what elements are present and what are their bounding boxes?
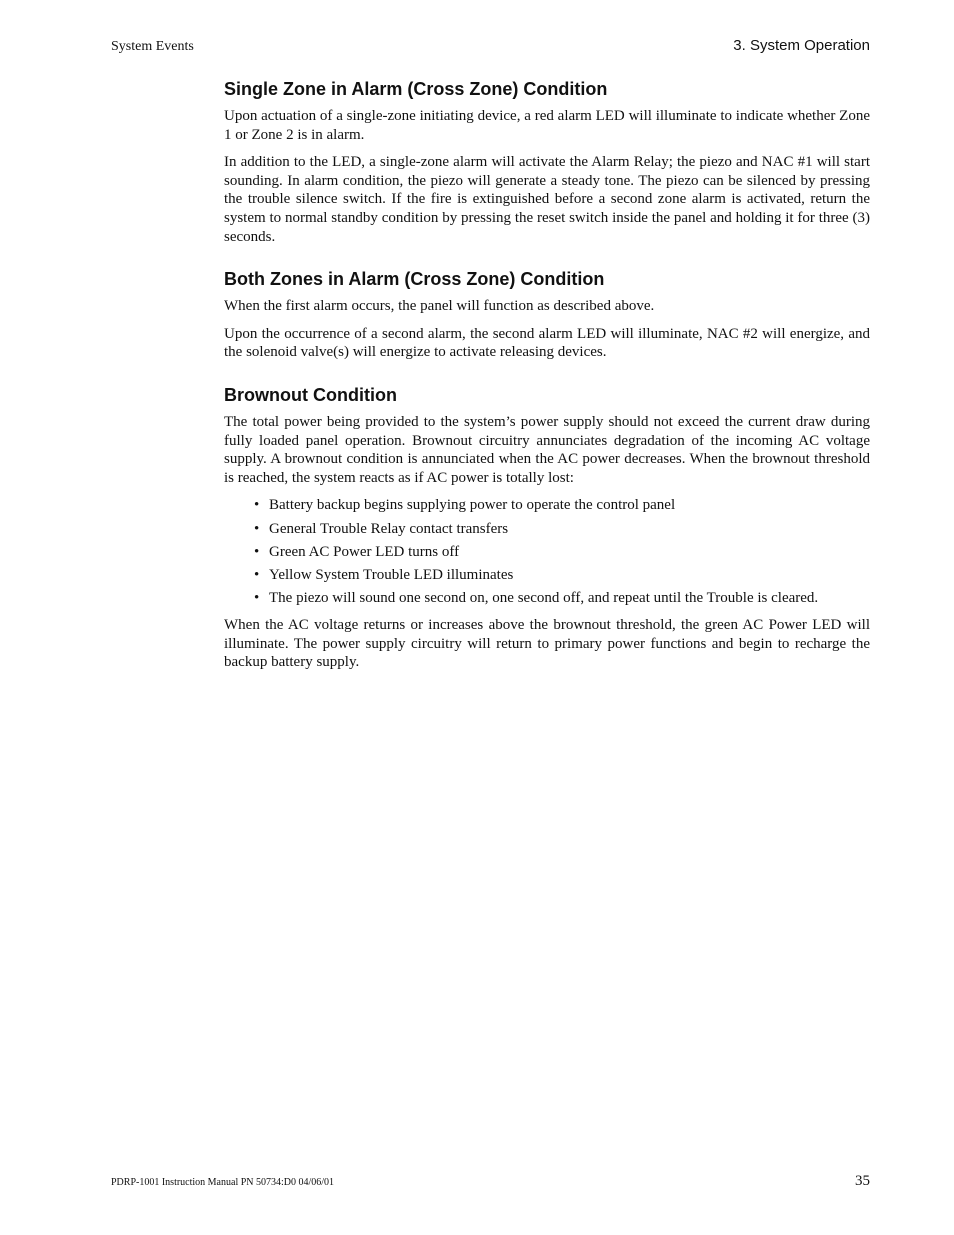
bullet-list — [224, 496, 870, 608]
list-item — [254, 589, 870, 608]
list-item-text: General Trouble Relay contact transfers — [269, 520, 509, 537]
running-header-right: 3. System Operation — [733, 37, 870, 54]
list-item-text: Yellow System Trouble LED illuminates — [269, 567, 514, 584]
paragraph: The total power being provided to the system’s power supply should not exceed the current draw during fully loaded panel operation. Brownout circuitry annunciates degradation of the incoming AC voltage supply. A brownout condition is annunciated when the AC power decreases. When the brownout threshold is reached, the system reacts as if AC power is totally lost: — [224, 413, 870, 486]
page-number: 35 — [855, 1173, 870, 1189]
bullet-icon: • — [254, 497, 260, 514]
bullet-icon: • — [254, 520, 260, 537]
list-item-text: Green AC Power LED turns off — [269, 543, 460, 560]
paragraph: When the first alarm occurs, the panel will function as described above. — [224, 298, 655, 315]
section-both-zones — [224, 268, 870, 362]
page-content — [224, 78, 870, 694]
section-single-zone — [224, 78, 870, 246]
list-item — [254, 543, 870, 562]
running-header-left: System Events — [111, 39, 194, 54]
section-brownout — [224, 384, 870, 672]
list-item — [254, 566, 870, 585]
paragraph: Upon actuation of a single-zone initiating device, a red alarm LED will illuminate to indicate whether Zone 1 or Zone 2 is in alarm. — [224, 108, 870, 143]
paragraph: Upon the occurrence of a second alarm, the second alarm LED will illuminate, NAC #2 will energize, and the solenoid valve(s) will energize to activate releasing devices. — [224, 325, 870, 361]
bullet-icon: • — [254, 543, 260, 560]
section-title: Brownout Condition — [224, 384, 397, 405]
footer-manual-info: PDRP-1001 Instruction Manual PN 50734:D0 04/06/01 — [111, 1177, 335, 1188]
section-title: Both Zones in Alarm (Cross Zone) Condition — [224, 269, 605, 290]
bullet-icon: • — [254, 590, 260, 607]
section-title: Single Zone in Alarm (Cross Zone) Condition — [224, 79, 608, 99]
list-item — [254, 520, 870, 539]
list-item-text: The piezo will sound one second on, one second off, and repeat until the Trouble is cleared. — [269, 590, 819, 607]
bullet-icon: • — [254, 567, 260, 584]
list-item-text: Battery backup begins supplying power to operate the control panel — [269, 497, 676, 514]
paragraph: When the AC voltage returns or increases above the brownout threshold, the green AC Power LED will illuminate. The power supply circuitry will return to primary power functions and begin to recharge the backup battery supply. — [224, 617, 870, 671]
paragraph: In addition to the LED, a single-zone alarm will activate the Alarm Relay; the piezo and NAC #1 will start sounding. In alarm condition, the piezo will generate a steady tone. The piezo can be silenced by pressing the trouble silence switch. If the fire is extinguished before a second zone alarm is activated, return the system to normal standby condition by pressing the reset switch inside the panel and holding it for three (3) seconds. — [224, 154, 870, 245]
list-item — [254, 496, 870, 515]
